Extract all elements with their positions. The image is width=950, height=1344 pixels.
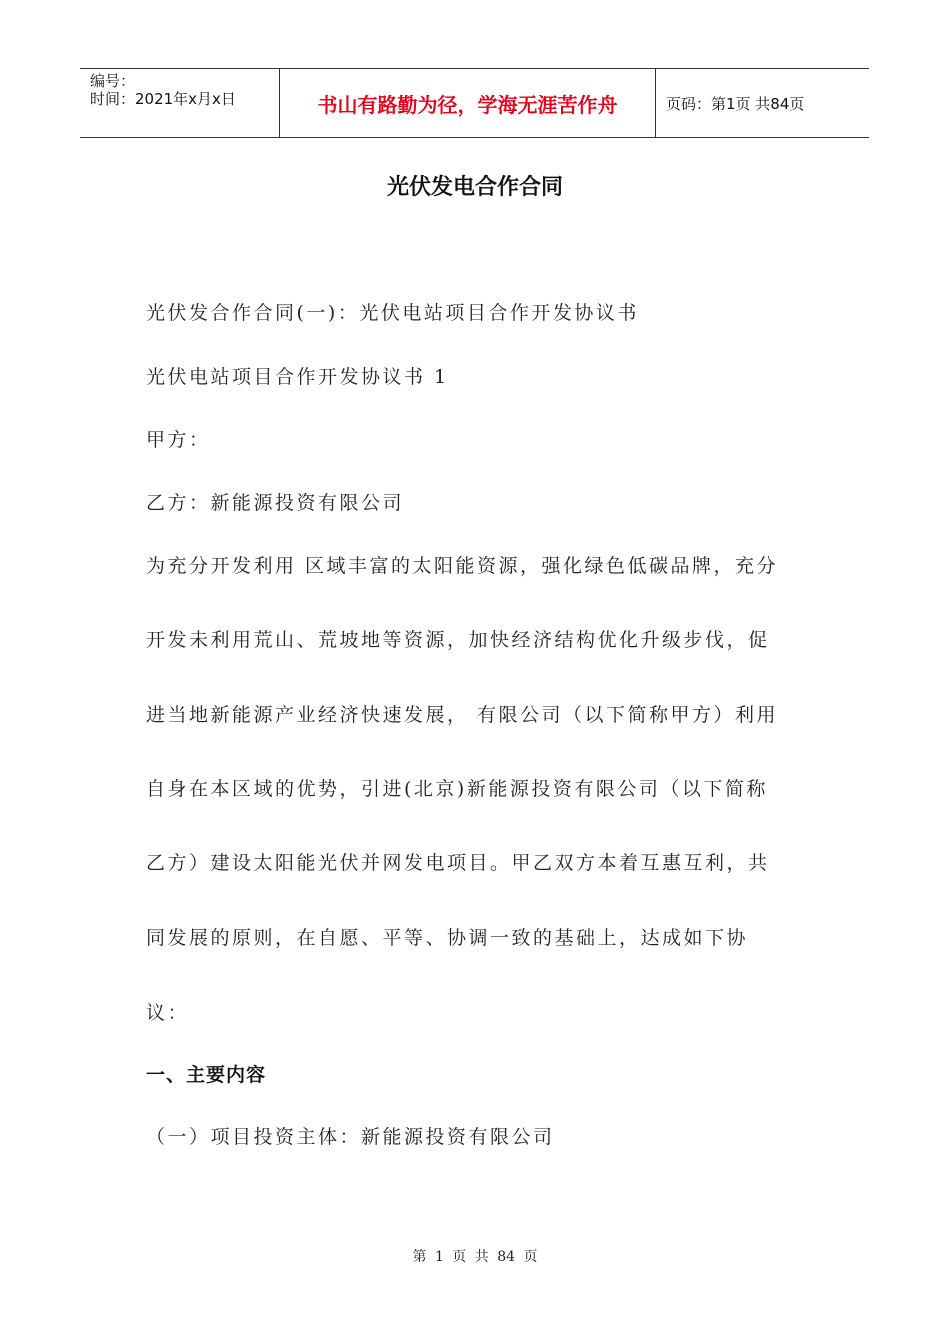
header-motto: 书山有路勤为径，学海无涯苦作舟 [280,69,656,137]
party-b-label: 乙方：新能源投资有限公司 [146,492,405,514]
paragraph-line: 为充分开发利用 区域丰富的太阳能资源，强化绿色低碳品牌，充分 [146,555,779,577]
sub-item: （一）项目投资主体：新能源投资有限公司 [146,1126,555,1148]
page-footer: 第 1 页 共 84 页 [412,1249,538,1265]
page-header [80,68,869,138]
body-line-1: 光伏发合作合同(一)：光伏电站项目合作开发协议书 [146,302,639,324]
section-heading: 一、主要内容 [146,1064,267,1086]
body-line-2: 光伏电站项目合作开发协议书 1 [146,366,449,388]
document-title: 光伏发电合作合同 [386,175,563,200]
paragraph-line: 自身在本区域的优势，引进(北京)新能源投资有限公司（以下简称 [146,778,768,800]
party-a-label: 甲方： [146,429,211,451]
paragraph-line: 同发展的原则，在自愿、平等、协调一致的基础上，达成如下协 [146,927,749,949]
doc-time-label: 时间：2021年x月x日 [90,90,236,108]
header-page-info: 页码：第1页 共84页 [666,94,805,113]
paragraph-line: 进当地新能源产业经济快速发展， 有限公司（以下简称甲方）利用 [146,704,779,726]
paragraph-line: 开发未利用荒山、荒坡地等资源，加快经济结构优化升级步伐，促 [146,629,770,651]
paragraph-line: 乙方）建设太阳能光伏并网发电项目。甲乙双方本着互惠互利，共 [146,852,770,874]
paragraph-line: 议： [146,1002,190,1024]
header-meta [80,69,280,137]
doc-number-label: 编号： [90,72,136,90]
